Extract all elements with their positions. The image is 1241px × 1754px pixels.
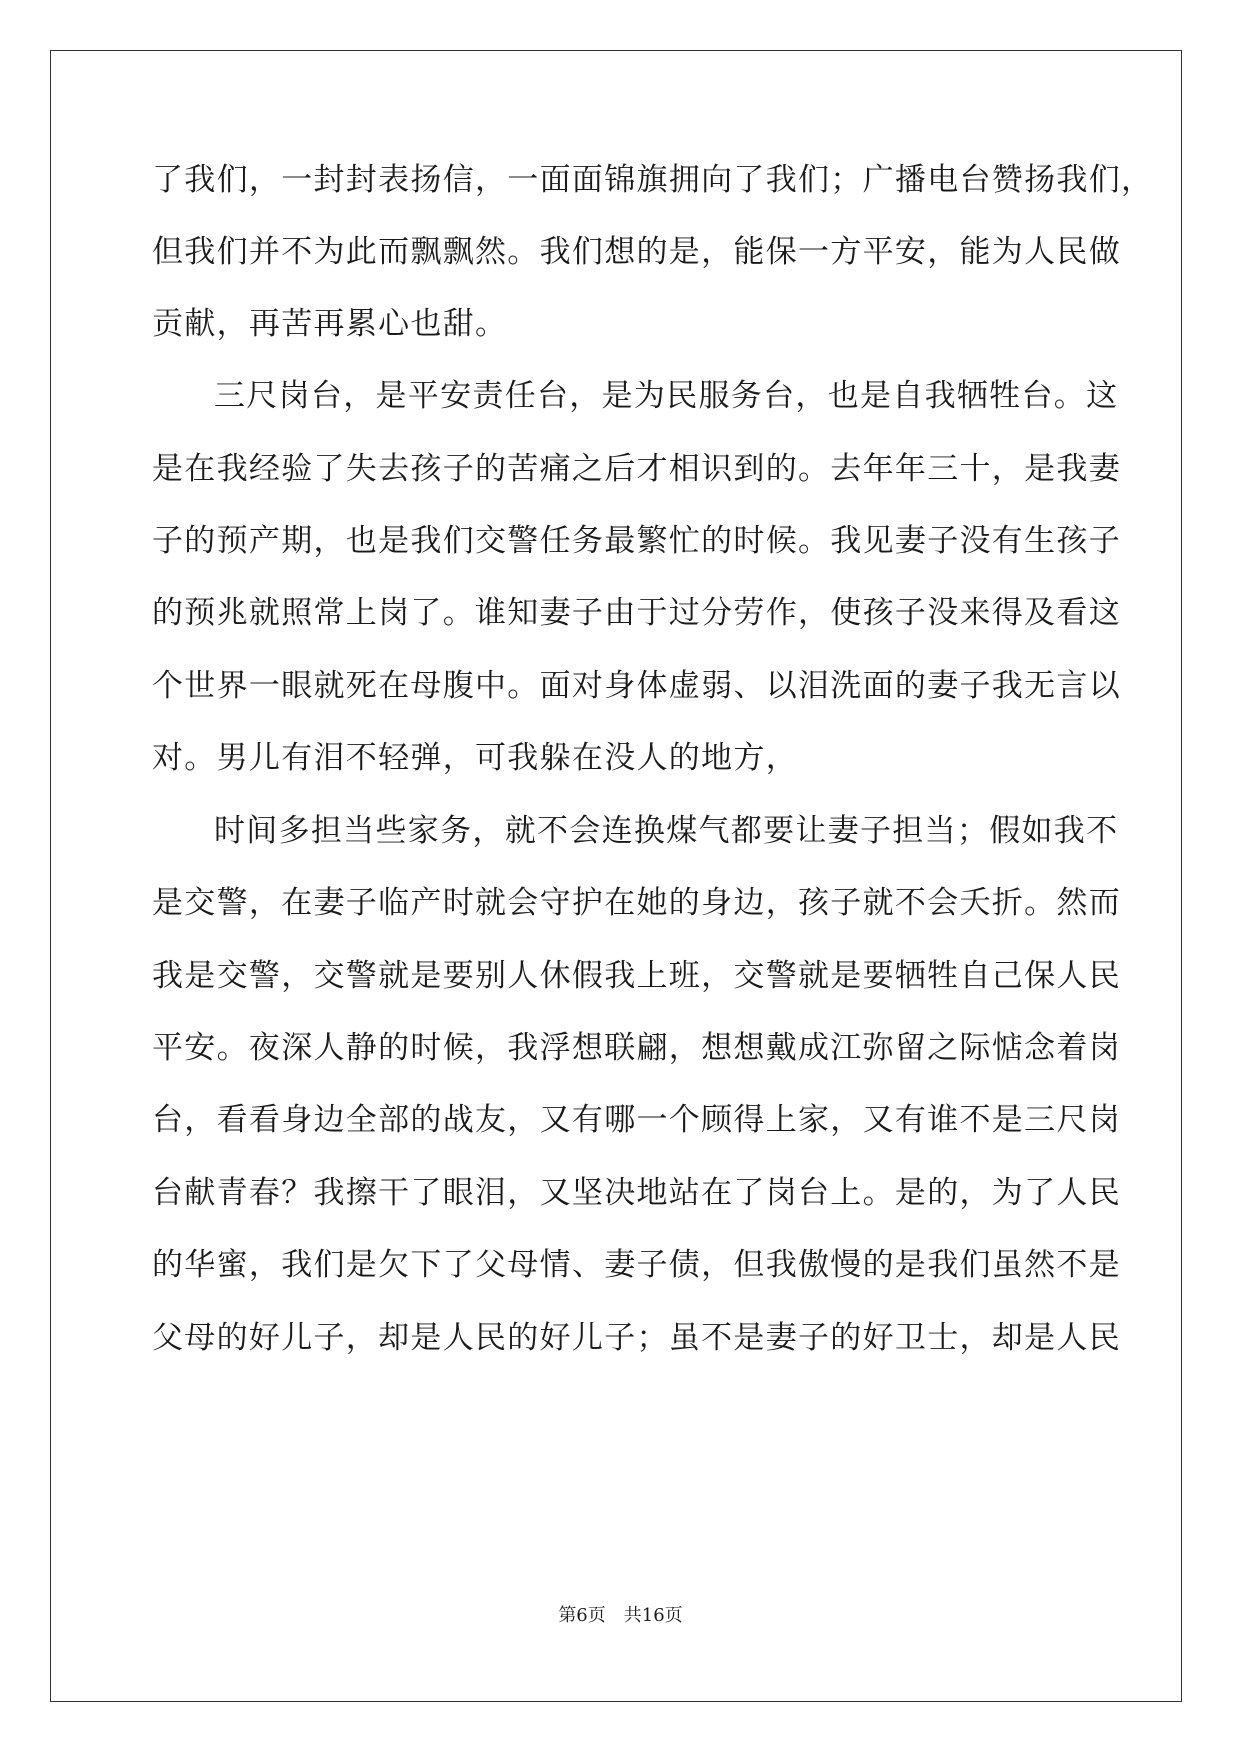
page-total: 共16页 bbox=[623, 1605, 683, 1626]
text-line: 父母的好儿子，却是人民的好儿子；虽不是妻子的好卫士，却是人民 bbox=[152, 1320, 1121, 1356]
page-footer bbox=[0, 1604, 1241, 1628]
paragraph-first-line: 时间多担当些家务，就不会连换煤气都要让妻子担当；假如我不 bbox=[214, 813, 1119, 849]
text-line: 的预兆就照常上岗了。谁知妻子由于过分劳作，使孩子没来得及看这 bbox=[152, 595, 1121, 631]
text-line: 了我们，一封封表扬信，一面面锦旗拥向了我们；广播电台赞扬我们， bbox=[152, 162, 1154, 198]
text-line: 但我们并不为此而飘飘然。我们想的是，能保一方平安，能为人民做 bbox=[152, 234, 1121, 270]
text-line: 台献青春？我擦干了眼泪，又坚决地站在了岗台上。是的，为了人民 bbox=[152, 1175, 1121, 1211]
text-line: 对。男儿有泪不轻弹，可我躲在没人的地方， bbox=[152, 740, 798, 776]
text-line: 平安。夜深人静的时候，我浮想联翩，想想戴成江弥留之际惦念着岗 bbox=[152, 1030, 1121, 1066]
page-border bbox=[50, 50, 1182, 1702]
text-line: 我是交警，交警就是要别人休假我上班，交警就是要牺牲自己保人民 bbox=[152, 958, 1121, 994]
text-line: 个世界一眼就死在母腹中。面对身体虚弱、以泪洗面的妻子我无言以 bbox=[152, 668, 1121, 704]
text-line: 的华蜜，我们是欠下了父母情、妻子债，但我傲慢的是我们虽然不是 bbox=[152, 1247, 1121, 1283]
paragraph-first-line: 三尺岗台，是平安责任台，是为民服务台，也是自我牺牲台。这 bbox=[214, 378, 1119, 414]
text-line: 子的预产期，也是我们交警任务最繁忙的时候。我见妻子没有生孩子 bbox=[152, 523, 1121, 559]
page-number: 第6页 bbox=[558, 1605, 606, 1626]
text-line: 贡献，再苦再累心也甜。 bbox=[152, 306, 508, 342]
text-line: 是交警，在妻子临产时就会守护在她的身边，孩子就不会夭折。然而 bbox=[152, 885, 1121, 921]
text-line: 台，看看身边全部的战友，又有哪一个顾得上家，又有谁不是三尺岗 bbox=[152, 1102, 1121, 1138]
text-line: 是在我经验了失去孩子的苦痛之后才相识到的。去年年三十，是我妻 bbox=[152, 451, 1121, 487]
